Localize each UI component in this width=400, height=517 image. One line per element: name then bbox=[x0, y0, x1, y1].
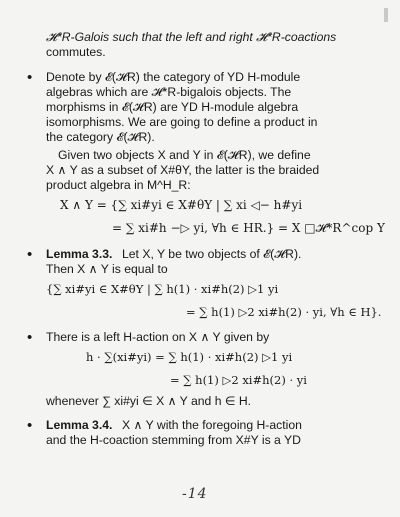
text-line: 𝓗*R-Galois such that the left and right 𝓗*R-coactions bbox=[46, 30, 337, 44]
text-line: There is a left H-action on X ∧ Y given by bbox=[46, 330, 270, 344]
lemma-heading: Lemma 3.4. bbox=[46, 418, 113, 432]
math-display-line: = ∑ h(1) ▷2 xi#h(2) · yi, ∀h ∈ H}. bbox=[186, 305, 382, 319]
text-line: algebras which are 𝓗*R-bigalois objects. The bbox=[46, 85, 292, 99]
edge-mark bbox=[384, 8, 388, 22]
text-line: the category 𝓔(𝓗R). bbox=[46, 130, 155, 144]
lemma-heading: Lemma 3.3. bbox=[46, 247, 113, 261]
text-line: Given two objects X and Y in 𝓔(𝓗R), we define bbox=[58, 148, 311, 162]
text-line: commutes. bbox=[46, 45, 106, 59]
text-line: X ∧ Y as a subset of X#θY, the latter is the braided bbox=[46, 163, 320, 177]
bullet-icon: • bbox=[27, 329, 33, 346]
math-display-line: h · ∑(xi#yi) = ∑ h(1) · xi#h(2) ▷1 yi bbox=[86, 350, 293, 364]
text-line: morphisms in 𝓔(𝓗R) are YD H-module algebra bbox=[46, 100, 299, 114]
bullet-icon: • bbox=[27, 417, 33, 434]
math-display-line: {∑ xi#yi ∈ X#θY | ∑ h(1) · xi#h(2) ▷1 yi bbox=[46, 282, 279, 296]
math-display-line: = ∑ xi#h −▷ yi, ∀h ∈ HR.} = X □𝓗*R^cop Y bbox=[112, 221, 385, 235]
math-display-line: = ∑ h(1) ▷2 xi#h(2) · yi bbox=[170, 373, 307, 387]
text-line: whenever ∑ xi#yi ∈ X ∧ Y and h ∈ H. bbox=[46, 394, 252, 408]
bullet-icon: • bbox=[27, 246, 33, 263]
text-line: product algebra in M^H_R: bbox=[46, 178, 191, 192]
page-number: -14 bbox=[182, 486, 208, 502]
text-line: Let X, Y be two objects of 𝓔(𝓗R). bbox=[122, 247, 302, 261]
text-line: and the H-coaction stemming from X#Y is a YD bbox=[46, 433, 301, 447]
bullet-icon: • bbox=[27, 69, 33, 86]
text-line: Denote by 𝓔(𝓗R) the category of YD H-module bbox=[46, 70, 301, 84]
text-line: isomorphisms. We are going to define a product in bbox=[46, 115, 318, 129]
text-line: Then X ∧ Y is equal to bbox=[46, 262, 168, 276]
math-display-line: X ∧ Y = {∑ xi#yi ∈ X#θY | ∑ xi ◁− h#yi bbox=[60, 198, 303, 212]
text-line: X ∧ Y with the foregoing H-action bbox=[122, 418, 302, 432]
